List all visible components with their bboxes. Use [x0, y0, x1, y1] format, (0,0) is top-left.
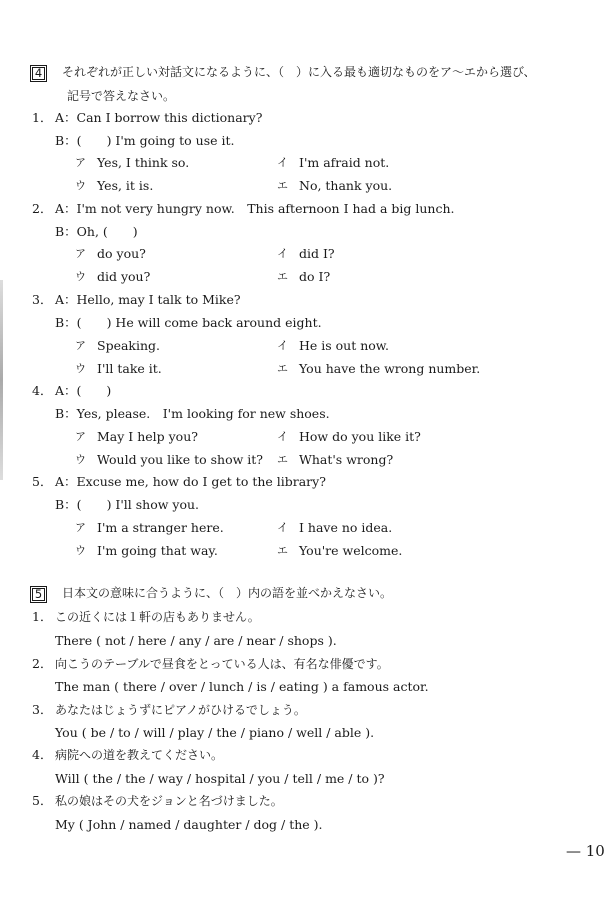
dialogue-line-b: B：( ) I'm going to use it. [55, 133, 235, 148]
dialogue-line-a: A：Hello, may I talk to Mike? [55, 292, 241, 307]
choice-text: I'm a stranger here. [97, 520, 224, 535]
choice-label: ウ [75, 362, 86, 375]
english-scramble: My ( John / named / daughter / dog / the ). [55, 817, 323, 832]
english-scramble: The man ( there / over / lunch / is / eating ) a famous actor. [55, 679, 429, 694]
choice-label: ア [75, 430, 86, 443]
choice-text: You're welcome. [299, 543, 403, 558]
choice-text: You have the wrong number. [299, 361, 481, 376]
dialogue-line-a: A：Excuse me, how do I get to the library? [55, 474, 326, 489]
dialogue-line-b: B：Oh, ( ) [55, 224, 138, 239]
choice-text: May I help you? [97, 429, 198, 444]
choice-label: ウ [75, 179, 86, 192]
question-number: 1． [32, 110, 53, 125]
dialogue-line-b: B：Yes, please. I'm looking for new shoes. [55, 406, 330, 421]
choice-label: イ [277, 430, 288, 443]
choice-text: I'm afraid not. [299, 155, 390, 170]
choice-label: ア [75, 156, 86, 169]
section-4-instruction-cont: 記号で答えなさい。 [67, 89, 176, 103]
choice-text: Speaking. [97, 338, 161, 353]
question-number: 1． [32, 609, 53, 624]
choice-label: ウ [75, 453, 86, 466]
dialogue-line-b: B：( ) I'll show you. [55, 497, 200, 512]
choice-text: I'll take it. [97, 361, 162, 376]
page-number: — 10 [566, 842, 605, 860]
english-scramble: There ( not / here / any / are / near / shops ). [55, 633, 337, 648]
english-scramble: Will ( the / the / way / hospital / you / tell / me / to )? [55, 771, 385, 786]
choice-text: No, thank you. [299, 178, 393, 193]
question-number: 5． [32, 474, 53, 489]
question-number: 4． [32, 383, 53, 398]
dialogue-line-b: B：( ) He will come back around eight. [55, 315, 322, 330]
japanese-sentence: この近くには１軒の店もありません。 [55, 610, 260, 624]
dialogue-line-a: A：I'm not very hungry now. This afternoon I had a big lunch. [55, 201, 455, 216]
japanese-sentence: 私の娘はその犬をジョンと名づけました。 [55, 794, 283, 808]
choice-label: ウ [75, 544, 86, 557]
section-5-number-box: 5 [30, 586, 47, 603]
choice-label: イ [277, 339, 288, 352]
choice-text: Yes, it is. [97, 178, 154, 193]
choice-label: ア [75, 247, 86, 260]
question-number: 4． [32, 747, 53, 762]
dialogue-line-a: A：( ) [55, 383, 112, 398]
japanese-sentence: あなたはじょうずにピアノがひけるでしょう。 [55, 703, 306, 717]
binding-shadow [0, 280, 3, 480]
choice-label: エ [277, 453, 288, 466]
choice-label: イ [277, 247, 288, 260]
choice-text: did I? [299, 246, 335, 261]
choice-text: He is out now. [299, 338, 389, 353]
choice-label: ア [75, 339, 86, 352]
choice-text: did you? [97, 269, 151, 284]
choice-text: I'm going that way. [97, 543, 218, 558]
question-number: 3． [32, 292, 53, 307]
choice-text: do I? [299, 269, 331, 284]
choice-label: イ [277, 521, 288, 534]
question-number: 3． [32, 702, 53, 717]
choice-label: イ [277, 156, 288, 169]
choice-label: エ [277, 544, 288, 557]
choice-label: エ [277, 179, 288, 192]
choice-label: ア [75, 521, 86, 534]
section-4-instruction: それぞれが正しい対話文になるように、（ ）に入る最も適切なものをア～エから選び、 [62, 65, 536, 79]
english-scramble: You ( be / to / will / play / the / piano / well / able ). [55, 725, 375, 740]
question-number: 2． [32, 656, 53, 671]
section-4-number-box: 4 [30, 65, 47, 82]
section-5-instruction: 日本文の意味に合うように、（ ）内の語を並べかえなさい。 [62, 586, 393, 600]
choice-text: What's wrong? [299, 452, 394, 467]
choice-label: エ [277, 270, 288, 283]
question-number: 5． [32, 793, 53, 808]
choice-text: do you? [97, 246, 146, 261]
choice-text: How do you like it? [299, 429, 421, 444]
question-number: 2． [32, 201, 53, 216]
choice-label: エ [277, 362, 288, 375]
choice-text: Yes, I think so. [97, 155, 190, 170]
dialogue-line-a: A：Can I borrow this dictionary? [55, 110, 263, 125]
japanese-sentence: 病院への道を教えてください。 [55, 748, 224, 762]
choice-text: I have no idea. [299, 520, 393, 535]
choice-label: ウ [75, 270, 86, 283]
choice-text: Would you like to show it? [97, 452, 264, 467]
japanese-sentence: 向こうのテーブルで昼食をとっている人は、有名な俳優です。 [55, 657, 389, 671]
